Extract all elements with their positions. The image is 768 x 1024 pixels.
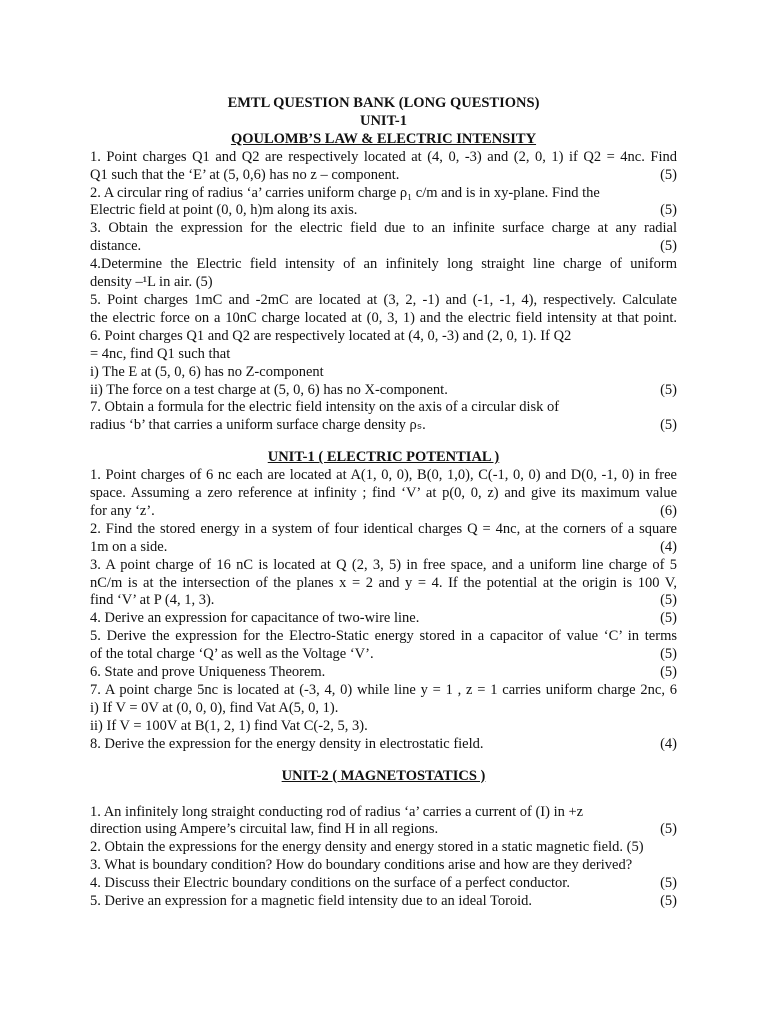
- question-text: radius ‘b’ that carries a uniform surface charge density ρₛ.: [90, 417, 426, 434]
- question-line: [90, 503, 677, 521]
- section-electric-potential: [90, 467, 677, 754]
- question-text: 2. Obtain the expressions for the energy density and energy stored in a static magnetic field. (5): [90, 839, 644, 856]
- question-text: 5. Point charges 1mC and -2mC are located at (3, 2, -1) and (-1, -1, 4), respectively. Calculate: [90, 291, 677, 308]
- question-line: [90, 539, 677, 557]
- question-text: 7. A point charge 5nc is located at (-3, 4, 0) while line y = 1 , z = 1 carries uniform charge 2nc, 6: [90, 682, 677, 698]
- question-text: ii) If V = 100V at B(1, 2, 1) find Vat C(-2, 5, 3).: [90, 717, 368, 734]
- question-text: 8. Derive the expression for the energy density in electrostatic field.: [90, 735, 484, 752]
- marks-label: (4): [660, 735, 677, 752]
- question-line: [90, 821, 677, 839]
- question-text: find ‘V’ at P (4, 1, 3).: [90, 592, 215, 609]
- question-text: 5. Derive the expression for the Electro-Static energy stored in a capacitor of value ‘C’ in terms: [90, 628, 677, 645]
- section-heading-electric-potential: UNIT-1 ( ELECTRIC POTENTIAL ): [267, 449, 500, 466]
- question-text: distance.: [90, 238, 142, 255]
- marks-label: (5): [660, 664, 677, 681]
- marks-label: (5): [660, 166, 677, 183]
- question-text: Electric field at point (0, 0, h)m along its axis.: [90, 202, 358, 219]
- question-text: = 4nc, find Q1 such that: [90, 345, 231, 362]
- question-text: 7. Obtain a formula for the electric field intensity on the axis of a circular disk of: [90, 399, 560, 416]
- question-line: [90, 417, 677, 435]
- question-text: 1m on a side.: [90, 538, 168, 555]
- marks-label: (5): [660, 417, 677, 434]
- question-text: direction using Ampere’s circuital law, find H in all regions.: [90, 821, 439, 838]
- section-subtitle: QOULOMB’S LAW & ELECTRIC INTENSITY: [230, 130, 537, 147]
- question-text: 2. Find the stored energy in a system of four identical charges Q = 4nc, at the corners of a square: [90, 520, 677, 537]
- question-line: [90, 382, 677, 400]
- marks-label: (5): [660, 893, 677, 910]
- question-text: i) The E at (5, 0, 6) has no Z-component: [90, 363, 324, 380]
- question-bank-content: [90, 95, 677, 911]
- spacer: [90, 786, 677, 804]
- question-text: 6. Point charges Q1 and Q2 are respectively located at (4, 0, -3) and (2, 0, 1). If Q2: [90, 327, 572, 344]
- question-text: 1. Point charges Q1 and Q2 are respectively located at (4, 0, -3) and (2, 0, 1) if Q2 = 4nc. Find: [90, 148, 677, 165]
- question-text: 1. An infinitely long straight conducting rod of radius ‘a’ carries a current of (I) in +z: [90, 803, 584, 820]
- question-text: for any ‘z’.: [90, 502, 155, 519]
- question-line: [90, 167, 677, 185]
- marks-label: (5): [660, 238, 677, 255]
- question-text: of the total charge ‘Q’ as well as the Voltage ‘V’.: [90, 646, 374, 663]
- question-text: 2. A circular ring of radius ‘a’ carries uniform charge ρ₁ c/m and is in xy-plane. Find the: [90, 184, 600, 201]
- marks-label: (5): [660, 202, 677, 219]
- question-text: ii) The force on a test charge at (5, 0, 6) has no X-component.: [90, 381, 448, 398]
- marks-label: (5): [660, 875, 677, 892]
- question-text: 6. State and prove Uniqueness Theorem.: [90, 664, 326, 681]
- question-text: 3. What is boundary condition? How do boundary conditions arise and how are they derived?: [90, 857, 633, 874]
- question-line: [90, 736, 677, 754]
- question-text: nC/m is at the intersection of the planes x = 2 and y = 4. If the potential at the origin is 100 V,: [90, 574, 677, 591]
- question-text: 5. Derive an expression for a magnetic field intensity due to an ideal Toroid.: [90, 893, 533, 910]
- marks-label: (5): [660, 646, 677, 663]
- question-line: [90, 646, 677, 664]
- question-text: Q1 such that the ‘E’ at (5, 0,6) has no z – component.: [90, 166, 400, 183]
- marks-label: (5): [660, 821, 677, 838]
- question-text: 3. A point charge of 16 nC is located at Q (2, 3, 5) in free space, and a uniform line charge of 5: [90, 556, 677, 573]
- question-line: [90, 592, 677, 610]
- marks-label: (5): [660, 381, 677, 398]
- section-coulombs-law: [90, 149, 677, 436]
- question-text: space. Assuming a zero reference at infinity ; find ‘V’ at p(0, 0, z) and give its maximum value: [90, 485, 677, 502]
- question-text: 4.Determine the Electric field intensity of an infinitely long straight line charge of uniform: [90, 256, 677, 273]
- question-line: [90, 202, 677, 220]
- marks-label: (5): [660, 610, 677, 627]
- marks-label: (4): [660, 538, 677, 555]
- section-magnetostatics: [90, 804, 677, 911]
- question-line: [90, 893, 677, 911]
- question-line: [90, 610, 677, 628]
- question-text: 4. Discuss their Electric boundary conditions on the surface of a perfect conductor.: [90, 875, 570, 892]
- document-title: EMTL QUESTION BANK (LONG QUESTIONS): [227, 95, 540, 111]
- question-text: 3. Obtain the expression for the electric field due to an infinite surface charge at any radial: [90, 220, 677, 237]
- question-text: the electric force on a 10nC charge located at (0, 3, 1) and the electric field intensity at that point.: [90, 309, 677, 326]
- section-heading-magnetostatics: UNIT-2 ( MAGNETOSTATICS ): [281, 767, 486, 784]
- question-line: [90, 238, 677, 256]
- unit-label: UNIT-1: [359, 112, 407, 129]
- question-text: i) If V = 0V at (0, 0, 0), find Vat A(5, 0, 1).: [90, 699, 339, 716]
- question-line: [90, 664, 677, 682]
- question-text: density –¹L in air. (5): [90, 274, 213, 291]
- marks-label: (5): [660, 592, 677, 609]
- question-text: 4. Derive an expression for capacitance of two-wire line.: [90, 610, 420, 627]
- question-line: [90, 875, 677, 893]
- marks-label: (6): [660, 502, 677, 519]
- question-text: 1. Point charges of 6 nc each are located at A(1, 0, 0), B(0, 1,0), C(-1, 0, 0) and D(0, -1, 0) in free: [90, 467, 677, 484]
